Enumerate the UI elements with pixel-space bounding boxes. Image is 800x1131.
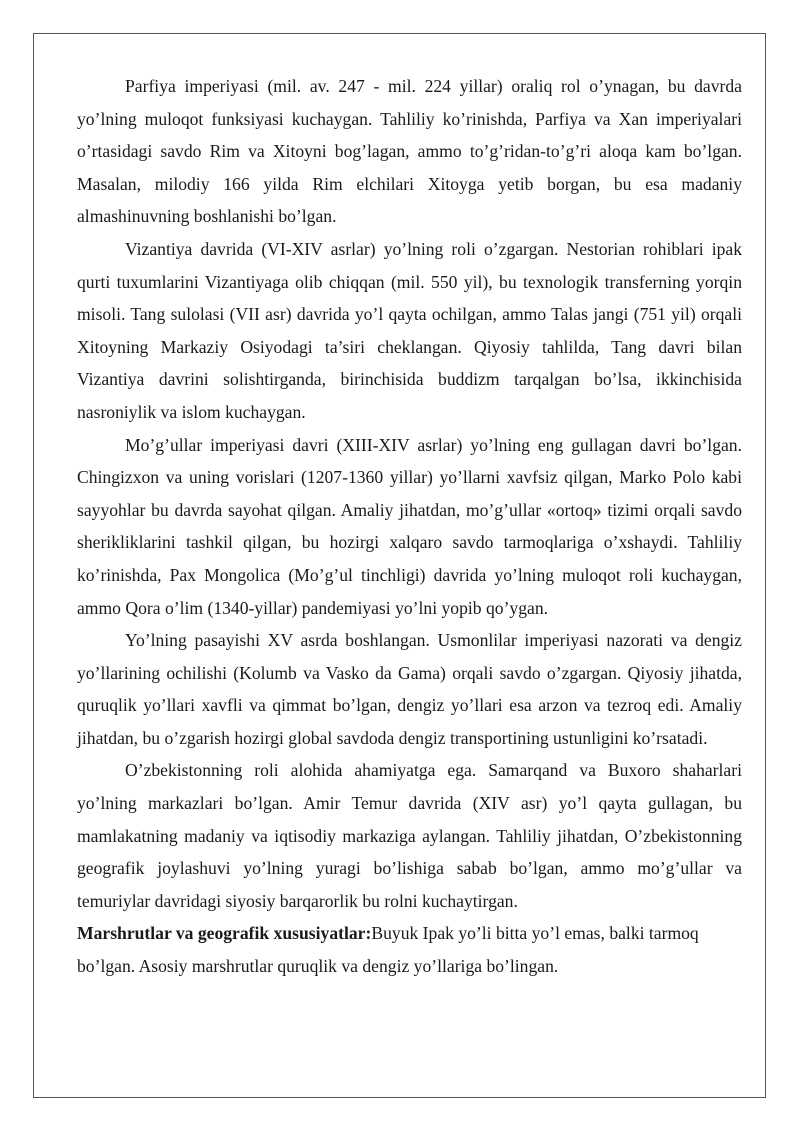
section-heading: Marshrutlar va geografik xususiyatlar: xyxy=(77,923,372,944)
paragraph-mongol: Mo’g’ullar imperiyasi davri (XIII-XIV asrlar) yo’lning eng gullagan davri bo’lgan. Chingizxon va uning vorislari (1207-1360 yillar) yo’llarni xavfsiz qilgan, Marko Polo kabi sayyohlar bu davrda sayohat qilgan. Amaliy jihatdan, mo’g’ullar «ortoq» tizimi orqali savdo sherikliklarini tashkil qilgan, bu hozirgi xalqaro savdo tarmoqlariga o’xshaydi. Tahliliy ko’rinishda, Pax Mongolica (Mo’g’ul tinchligi) davrida yo’lning muloqot roli kuchaygan, ammo Qora o’lim (1340-yillar) pandemiyasi yo’lni yopib qo’ygan. xyxy=(77,434,742,618)
paragraph-uzbekistan: O’zbekistonning roli alohida ahamiyatga ega. Samarqand va Buxoro shaharlari yo’lning markazlari bo’lgan. Amir Temur davrida (XIV asr) yo’l qayta gullagan, bu mamlakatning madaniy va iqtisodiy markaziga aylangan. Tahliliy jihatdan, O’zbekistonning geografik joylashuvi yo’lning yuragi bo’lishiga sabab bo’lgan, ammo mo’g’ullar va temuriylar davridagi siyosiy barqarorlik bu rolni kuchaytirgan. xyxy=(77,760,742,911)
document-body xyxy=(77,70,742,983)
paragraph-vizantiya: Vizantiya davrida (VI-XIV asrlar) yo’lning roli o’zgargan. Nestorian rohiblari ipak qurti tuxumlarini Vizantiyaga olib chiqqan (mil. 550 yil), bu texnologik transferning yorqin misoli. Tang sulolasi (VII asr) davrida yo’l qayta ochilgan, ammo Talas jangi (751 yil) orqali Xitoyning Markaziy Osiyodagi ta’siri cheklangan. Qiyosiy tahlilda, Tang davri bilan Vizantiya davrini solishtirganda, birinchisida buddizm tarqalgan bo’lsa, ikkinchisida nasroniylik va islom kuchaygan. xyxy=(77,238,742,422)
section-paragraph xyxy=(77,917,742,982)
paragraph-parfiya: Parfiya imperiyasi (mil. av. 247 - mil. 224 yillar) oraliq rol o’ynagan, bu davrda yo’lning muloqot funksiyasi kuchaygan. Tahliliy ko’rinishda, Parfiya va Xan imperiyalari o’rtasidagi savdo Rim va Xitoyni bog’lagan, ammo to’g’ridan-to’g’ri aloqa kam bo’lgan. Masalan, milodiy 166 yilda Rim elchilari Xitoyga yetib borgan, bu esa madaniy almashinuvning boshlanishi bo’lgan. xyxy=(77,76,742,227)
paragraph-decline: Yo’lning pasayishi XV asrda boshlangan. Usmonlilar imperiyasi nazorati va dengiz yo’llarining ochilishi (Kolumb va Vasko da Gama) orqali savdo o’zgargan. Qiyosiy jihatda, quruqlik yo’llari xavfli va qimmat bo’lgan, dengiz yo’llari esa arzon va tezroq edi. Amaliy jihatdan, bu o’zgarish hozirgi global savdoda dengiz transportining ustunligini ko’rsatadi. xyxy=(77,630,742,748)
section-text: Buyuk Ipak yo’li bitta yo’l emas, balki tarmoq bo’lgan. Asosiy marshrutlar quruqlik va dengiz yo’llariga bo’lingan. xyxy=(77,923,699,977)
